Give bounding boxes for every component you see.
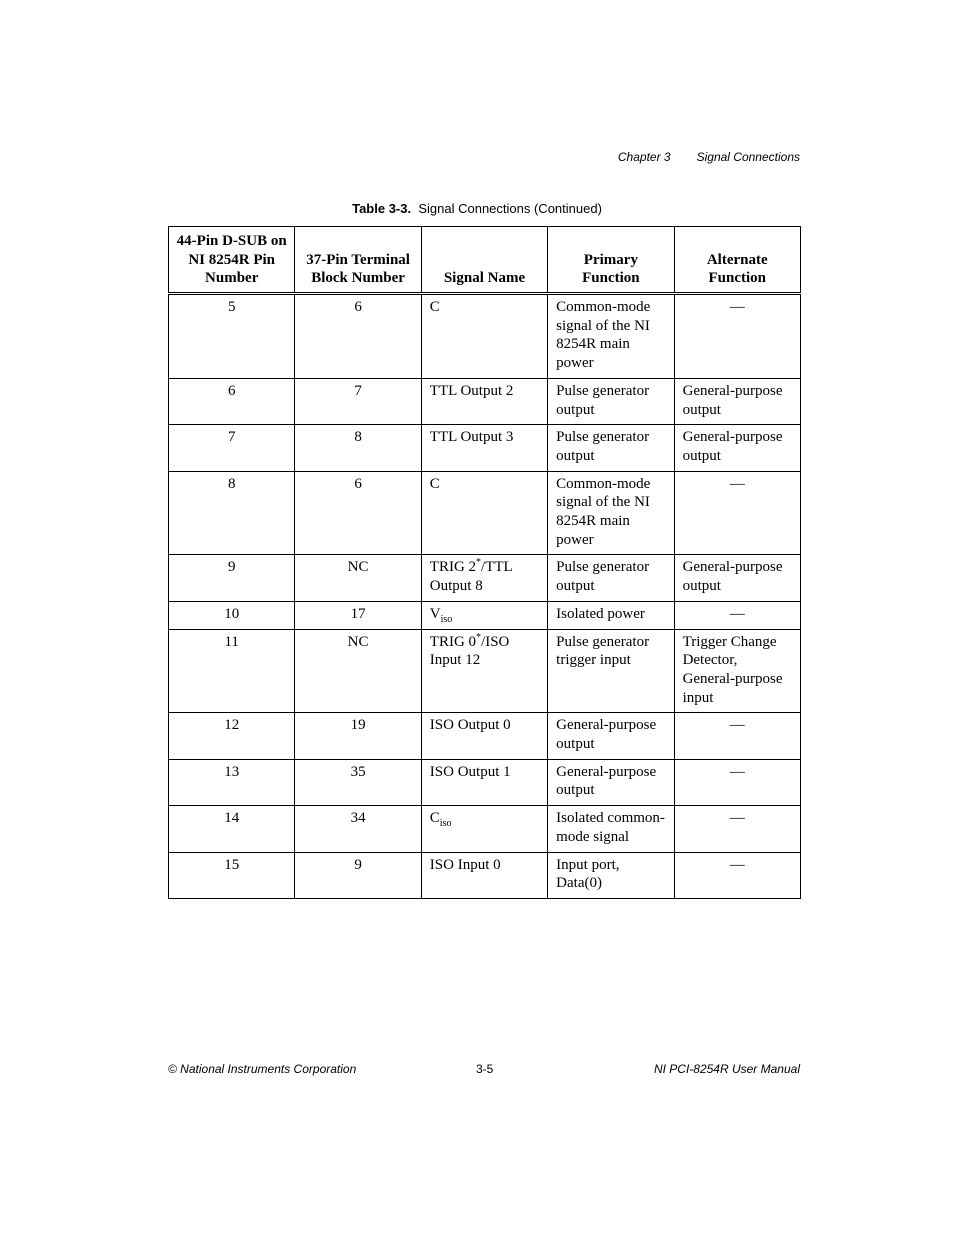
table-row <box>169 852 801 898</box>
primary-cell: General-purpose output <box>548 759 674 805</box>
block-cell: 8 <box>295 425 421 471</box>
block-cell: 7 <box>295 378 421 424</box>
signal-cell: ISO Output 1 <box>421 759 547 805</box>
table-row <box>169 759 801 805</box>
footnote-marker: * <box>476 557 482 569</box>
alternate-cell: Trigger Change Detector, General-purpose input <box>674 629 800 713</box>
signal-rest-text: /ISO Input 12 <box>429 633 510 669</box>
signal-cell <box>421 555 547 601</box>
table-caption <box>0 201 954 216</box>
primary-cell: Pulse generator output <box>548 555 674 601</box>
alternate-cell: — <box>674 852 800 898</box>
table-row <box>169 471 801 555</box>
table-row <box>169 629 801 713</box>
signal-cell <box>421 629 547 713</box>
alternate-cell: General-purpose output <box>674 378 800 424</box>
pin-cell: 14 <box>169 806 295 852</box>
alternate-cell: — <box>674 806 800 852</box>
signal-connections-table <box>168 226 801 899</box>
alternate-cell: General-purpose output <box>674 555 800 601</box>
pin-cell: 5 <box>169 294 295 379</box>
primary-cell: General-purpose output <box>548 713 674 759</box>
pin-cell: 10 <box>169 601 295 629</box>
primary-cell: Common-mode signal of the NI 8254R main power <box>548 294 674 379</box>
col-header-alternate: Alternate Function <box>674 227 800 294</box>
primary-cell: Common-mode signal of the NI 8254R main power <box>548 471 674 555</box>
col-header-block: 37-Pin Terminal Block Number <box>295 227 421 294</box>
table-header-row <box>169 227 801 294</box>
block-cell: 34 <box>295 806 421 852</box>
pin-cell: 6 <box>169 378 295 424</box>
table-row <box>169 601 801 629</box>
signal-cell: TTL Output 2 <box>421 378 547 424</box>
chapter-label: Chapter 3 <box>617 150 671 164</box>
signal-main-text: TRIG 0 <box>429 633 477 650</box>
block-cell: 6 <box>295 294 421 379</box>
footer-copyright: © National Instruments Corporation <box>168 1062 357 1076</box>
signal-cell: C <box>421 471 547 555</box>
alternate-cell: — <box>674 471 800 555</box>
section-label: Signal Connections <box>696 150 800 164</box>
table-row <box>169 806 801 852</box>
table-row <box>169 425 801 471</box>
alternate-cell: — <box>674 713 800 759</box>
col-header-primary: Primary Function <box>548 227 674 294</box>
signal-main-text: C <box>429 810 440 827</box>
signal-rest-text: /TTL Output 8 <box>429 559 513 595</box>
pin-cell: 8 <box>169 471 295 555</box>
table-caption-label: Table 3-3. <box>352 201 412 216</box>
table-row <box>169 555 801 601</box>
primary-cell: Pulse generator output <box>548 378 674 424</box>
block-cell: 6 <box>295 471 421 555</box>
block-cell: NC <box>295 555 421 601</box>
block-cell: NC <box>295 629 421 713</box>
signal-cell: ISO Output 0 <box>421 713 547 759</box>
table-row <box>169 294 801 379</box>
block-cell: 35 <box>295 759 421 805</box>
primary-cell: Isolated power <box>548 601 674 629</box>
primary-cell: Pulse generator trigger input <box>548 629 674 713</box>
signal-cell: TTL Output 3 <box>421 425 547 471</box>
pin-cell: 7 <box>169 425 295 471</box>
block-cell: 9 <box>295 852 421 898</box>
pin-cell: 13 <box>169 759 295 805</box>
primary-cell: Input port, Data(0) <box>548 852 674 898</box>
footer-manual-title: NI PCI-8254R User Manual <box>653 1062 800 1076</box>
signal-main-text: TRIG 2 <box>429 559 477 576</box>
signal-cell: C <box>421 294 547 379</box>
footer-page-number: 3-5 <box>476 1062 494 1076</box>
col-header-pin: 44-Pin D-SUB on NI 8254R Pin Number <box>169 227 295 294</box>
block-cell: 19 <box>295 713 421 759</box>
running-header <box>618 150 800 164</box>
pin-cell: 15 <box>169 852 295 898</box>
alternate-cell: General-purpose output <box>674 425 800 471</box>
primary-cell: Pulse generator output <box>548 425 674 471</box>
footnote-marker: * <box>476 631 482 643</box>
signal-cell <box>421 806 547 852</box>
block-cell: 17 <box>295 601 421 629</box>
primary-cell: Isolated common-mode signal <box>548 806 674 852</box>
table-caption-text: Signal Connections (Continued) <box>418 201 602 216</box>
signal-cell: ISO Input 0 <box>421 852 547 898</box>
pin-cell: 12 <box>169 713 295 759</box>
col-header-signal: Signal Name <box>421 227 547 294</box>
alternate-cell: — <box>674 759 800 805</box>
table-row <box>169 378 801 424</box>
alternate-cell: — <box>674 601 800 629</box>
table-row <box>169 713 801 759</box>
alternate-cell: — <box>674 294 800 379</box>
pin-cell: 11 <box>169 629 295 713</box>
pin-cell: 9 <box>169 555 295 601</box>
signal-subscript: iso <box>440 613 453 625</box>
signal-subscript: iso <box>439 818 452 830</box>
signal-main-text: V <box>429 605 441 622</box>
signal-cell <box>421 601 547 629</box>
